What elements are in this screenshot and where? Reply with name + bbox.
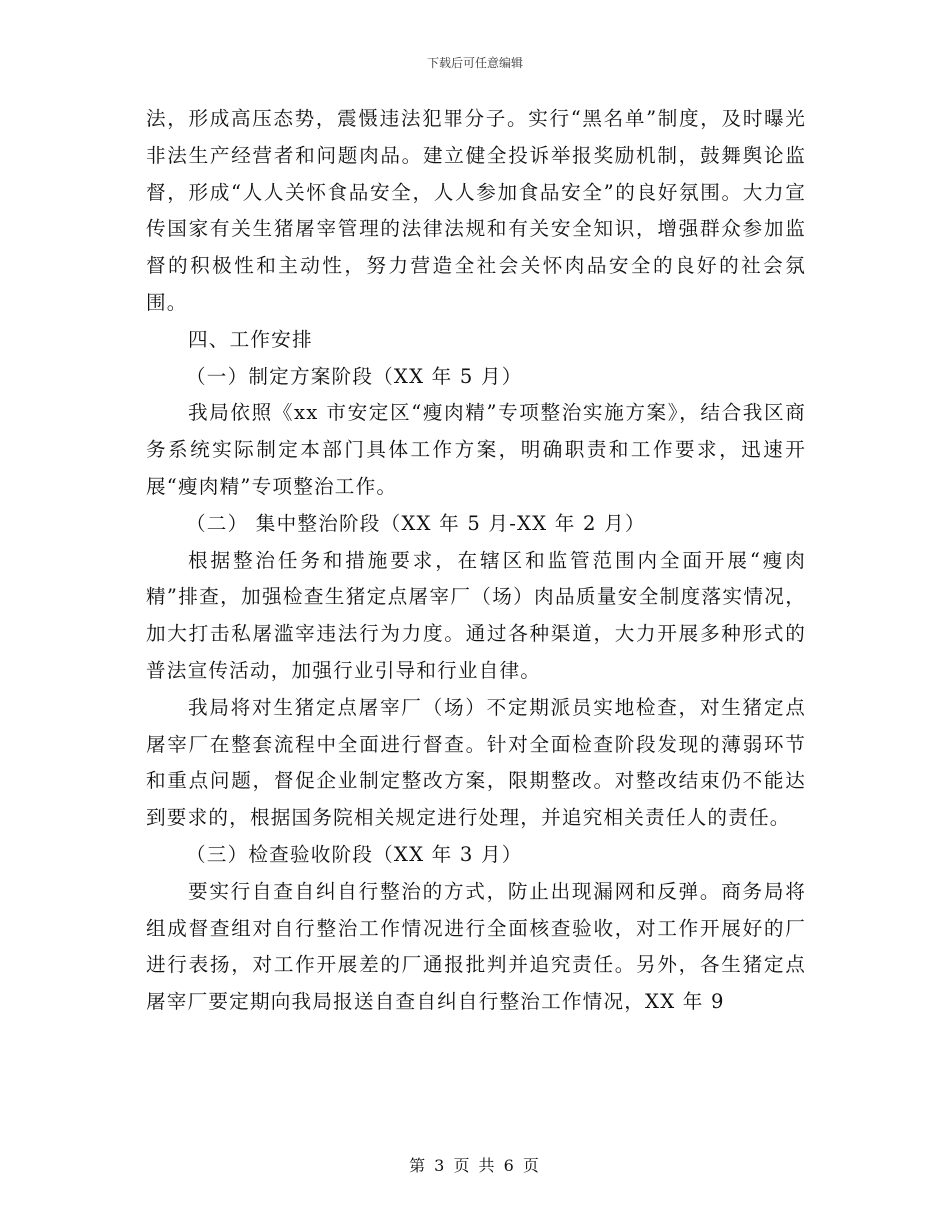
subsection-heading: （一）制定方案阶段（XX 年 5 月） [186, 364, 523, 388]
paragraph: 我局将对生猪定点屠宰厂（场）不定期派员实地检查，对生猪定点屠宰厂在整套流程中全面进行督查。针对全面检查阶段发现的薄弱环节和重点问题，督促企业制定整改方案，限期整改。对整改结束仍不能达到要求的，根据国务院相关规定进行处理，并追究相关责任人的责任。 [146, 695, 806, 830]
document-body [146, 101, 806, 1021]
page-footer: 第 3 页 共 6 页 [409, 1156, 541, 1175]
subsection-heading: （二） 集中整治阶段（XX 年 5 月-XX 年 2 月） [186, 511, 646, 535]
paragraph-continuation: 法，形成高压态势，震慑违法犯罪分子。实行“黑名单”制度，及时曝光非法生产经营者和问题肉品。建立健全投诉举报奖励机制，鼓舞舆论监督，形成“人人关怀食品安全，人人参加食品安全”的良好氛围。大力宣传国家有关生猪屠宰管理的法律法规和有关安全知识，增强群众参加监督的积极性和主动性，努力营造全社会关怀肉品安全的良好的社会氛围。 [146, 107, 806, 314]
paragraph: 根据整治任务和措施要求，在辖区和监管范围内全面开展“瘦肉精”排查，加强检查生猪定点屠宰厂（场）肉品质量安全制度落实情况，加大打击私屠滥宰违法行为力度。通过各种渠道，大力开展多种形式的普法宣传活动，加强行业引导和行业自律。 [146, 548, 806, 682]
section-heading: 四、工作安排 [188, 327, 313, 351]
paragraph: 要实行自查自纠自行整治的方式，防止出现漏网和反弹。商务局将组成督查组对自行整治工作情况进行全面核查验收，对工作开展好的厂进行表扬，对工作开展差的厂通报批判并追究责任。另外，各生猪定点屠宰厂要定期向我局报送自查自纠自行整治工作情况，XX 年 9 [146, 879, 806, 1014]
page-header: 下载后可任意编辑 [426, 56, 523, 70]
subsection-heading: （三）检查验收阶段（XX 年 3 月） [186, 842, 523, 866]
paragraph: 我局依照《xx 市安定区“瘦肉精”专项整治实施方案》，结合我区商务系统实际制定本部门具体工作方案，明确职责和工作要求，迅速开展“瘦肉精”专项整治工作。 [146, 401, 806, 498]
